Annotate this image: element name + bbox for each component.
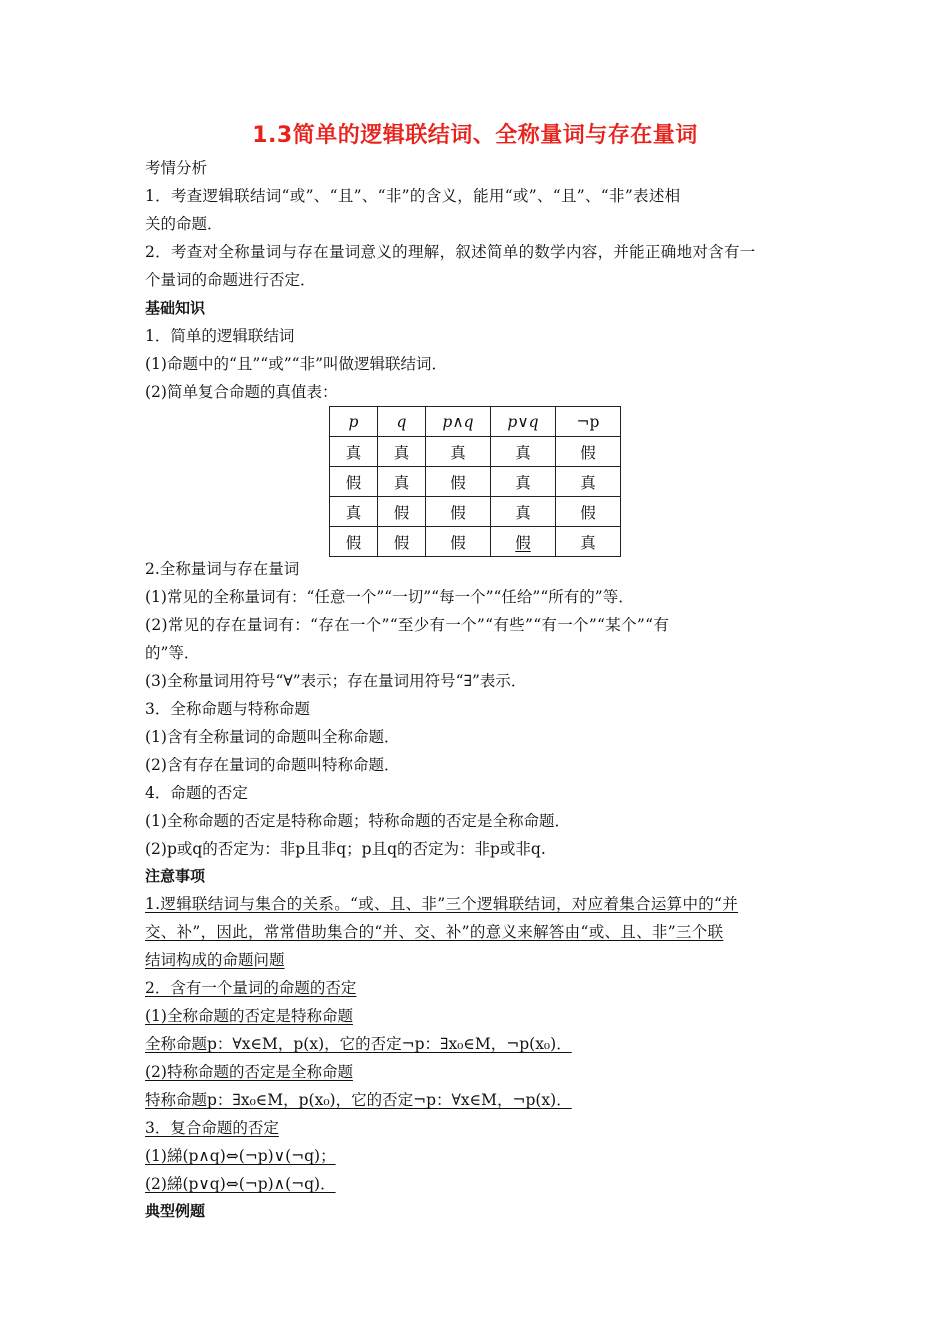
- truth-table-cell: 真: [330, 497, 378, 527]
- truth-table-cell: 假: [330, 467, 378, 497]
- notes-heading: 注意事项: [145, 867, 206, 885]
- notes-item-1-line-1: 1.逻辑联结词与集合的关系。“或、且、非”三个逻辑联结词，对应着集合运算中的“并: [145, 895, 739, 913]
- truth-table-header-row: [330, 407, 621, 437]
- analysis-item-2-line-1: 2．考查对全称量词与存在量词意义的理解，叙述简单的数学内容，并能正确地对含有一: [145, 243, 756, 261]
- truth-table-header-cell: p∧q: [426, 407, 491, 437]
- notes-item-3-sub-1: (1)綈(p∧q)⇔(¬p)∨(¬q)；: [145, 1147, 336, 1165]
- truth-table-cell: 假: [491, 527, 556, 557]
- basics-section-1-item-2: (2)简单复合命题的真值表：: [145, 383, 338, 401]
- basics-section-2-item-1: (1)常见的全称量词有：“任意一个”“一切”“每一个”“任给”“所有的”等．: [145, 588, 634, 606]
- notes-item-3: 3．复合命题的否定: [145, 1119, 279, 1137]
- truth-table-row: [330, 467, 621, 497]
- truth-table-cell: 假: [556, 437, 621, 467]
- truth-table-header-cell: p∨q: [491, 407, 556, 437]
- truth-table-cell: 假: [556, 497, 621, 527]
- basics-heading: 基础知识: [145, 299, 206, 317]
- truth-table-cell: 真: [491, 467, 556, 497]
- truth-table-header-cell: q: [378, 407, 426, 437]
- notes-item-1-line-3: 结词构成的命题问题: [145, 951, 285, 969]
- truth-table-cell: 假: [378, 497, 426, 527]
- truth-table-cell: 真: [330, 437, 378, 467]
- analysis-item-1-line-2: 关的命题．: [145, 215, 223, 233]
- truth-table-header-cell: p: [330, 407, 378, 437]
- truth-table-header-cell: ¬p: [556, 407, 621, 437]
- basics-section-2-item-2-line-1: (2)常见的存在量词有：“存在一个”“至少有一个”“有些”“有一个”“某个”“有: [145, 616, 670, 634]
- truth-table-cell: 真: [426, 437, 491, 467]
- basics-section-3-item-1: (1)含有全称量词的命题叫全称命题．: [145, 728, 400, 746]
- basics-section-2: 2.全称量词与存在量词: [145, 560, 300, 578]
- truth-table-cell: 假: [330, 527, 378, 557]
- basics-section-1-item-1: (1)命题中的“且”“或”“非”叫做逻辑联结词．: [145, 355, 448, 373]
- truth-table-row: [330, 527, 621, 557]
- notes-item-2-sub-1-formula: 全称命题p：∀x∈M，p(x)，它的否定¬p：∃x₀∈M，¬p(x₀)．: [145, 1035, 572, 1053]
- truth-table-row: [330, 437, 621, 467]
- truth-table-cell: 真: [491, 497, 556, 527]
- basics-section-1: 1．简单的逻辑联结词: [145, 327, 295, 345]
- basics-section-4-item-1: (1)全称命题的否定是特称命题；特称命题的否定是全称命题．: [145, 812, 570, 830]
- page-title: 1.3简单的逻辑联结词、全称量词与存在量词: [252, 123, 698, 148]
- truth-table-cell: 假: [426, 467, 491, 497]
- analysis-heading: 考情分析: [145, 159, 208, 177]
- basics-section-2-item-2-line-2: 的”等．: [145, 644, 200, 662]
- notes-item-1-line-2: 交、补”，因此，常常借助集合的“并、交、补”的意义来解答由“或、且、非”三个联: [145, 923, 724, 941]
- analysis-item-2-line-2: 个量词的命题进行否定．: [145, 271, 316, 289]
- truth-table-cell: 真: [556, 527, 621, 557]
- notes-item-2-sub-2: (2)特称命题的否定是全称命题: [145, 1063, 353, 1081]
- basics-section-4: 4．命题的否定: [145, 784, 248, 802]
- truth-table-row: [330, 497, 621, 527]
- analysis-item-1-line-1: 1．考查逻辑联结词“或”、“且”、“非”的含义，能用“或”、“且”、“非”表述相: [145, 187, 681, 205]
- notes-item-3-sub-2: (2)綈(p∨q)⇔(¬p)∧(¬q)．: [145, 1175, 336, 1193]
- basics-section-4-item-2: (2)p或q的否定为：非p且非q；p且q的否定为：非p或非q.: [145, 840, 546, 858]
- notes-item-2-sub-2-formula: 特称命题p：∃x₀∈M，p(x₀)，它的否定¬p：∀x∈M，¬p(x)．: [145, 1091, 572, 1109]
- truth-table-cell: 假: [378, 527, 426, 557]
- truth-table-cell: 真: [378, 467, 426, 497]
- basics-section-3-item-2: (2)含有存在量词的命题叫特称命题．: [145, 756, 400, 774]
- truth-table-cell: 真: [491, 437, 556, 467]
- truth-table-cell: 真: [556, 467, 621, 497]
- basics-section-3: 3．全称命题与特称命题: [145, 700, 310, 718]
- examples-heading: 典型例题: [145, 1202, 206, 1220]
- notes-item-2-sub-1: (1)全称命题的否定是特称命题: [145, 1007, 353, 1025]
- truth-table-cell: 假: [426, 527, 491, 557]
- truth-table: [329, 406, 621, 557]
- notes-item-2: 2．含有一个量词的命题的否定: [145, 979, 357, 997]
- truth-table-cell: 真: [378, 437, 426, 467]
- truth-table-cell: 假: [426, 497, 491, 527]
- basics-section-2-item-3: (3)全称量词用符号“∀”表示；存在量词用符号“∃”表示．: [145, 672, 527, 690]
